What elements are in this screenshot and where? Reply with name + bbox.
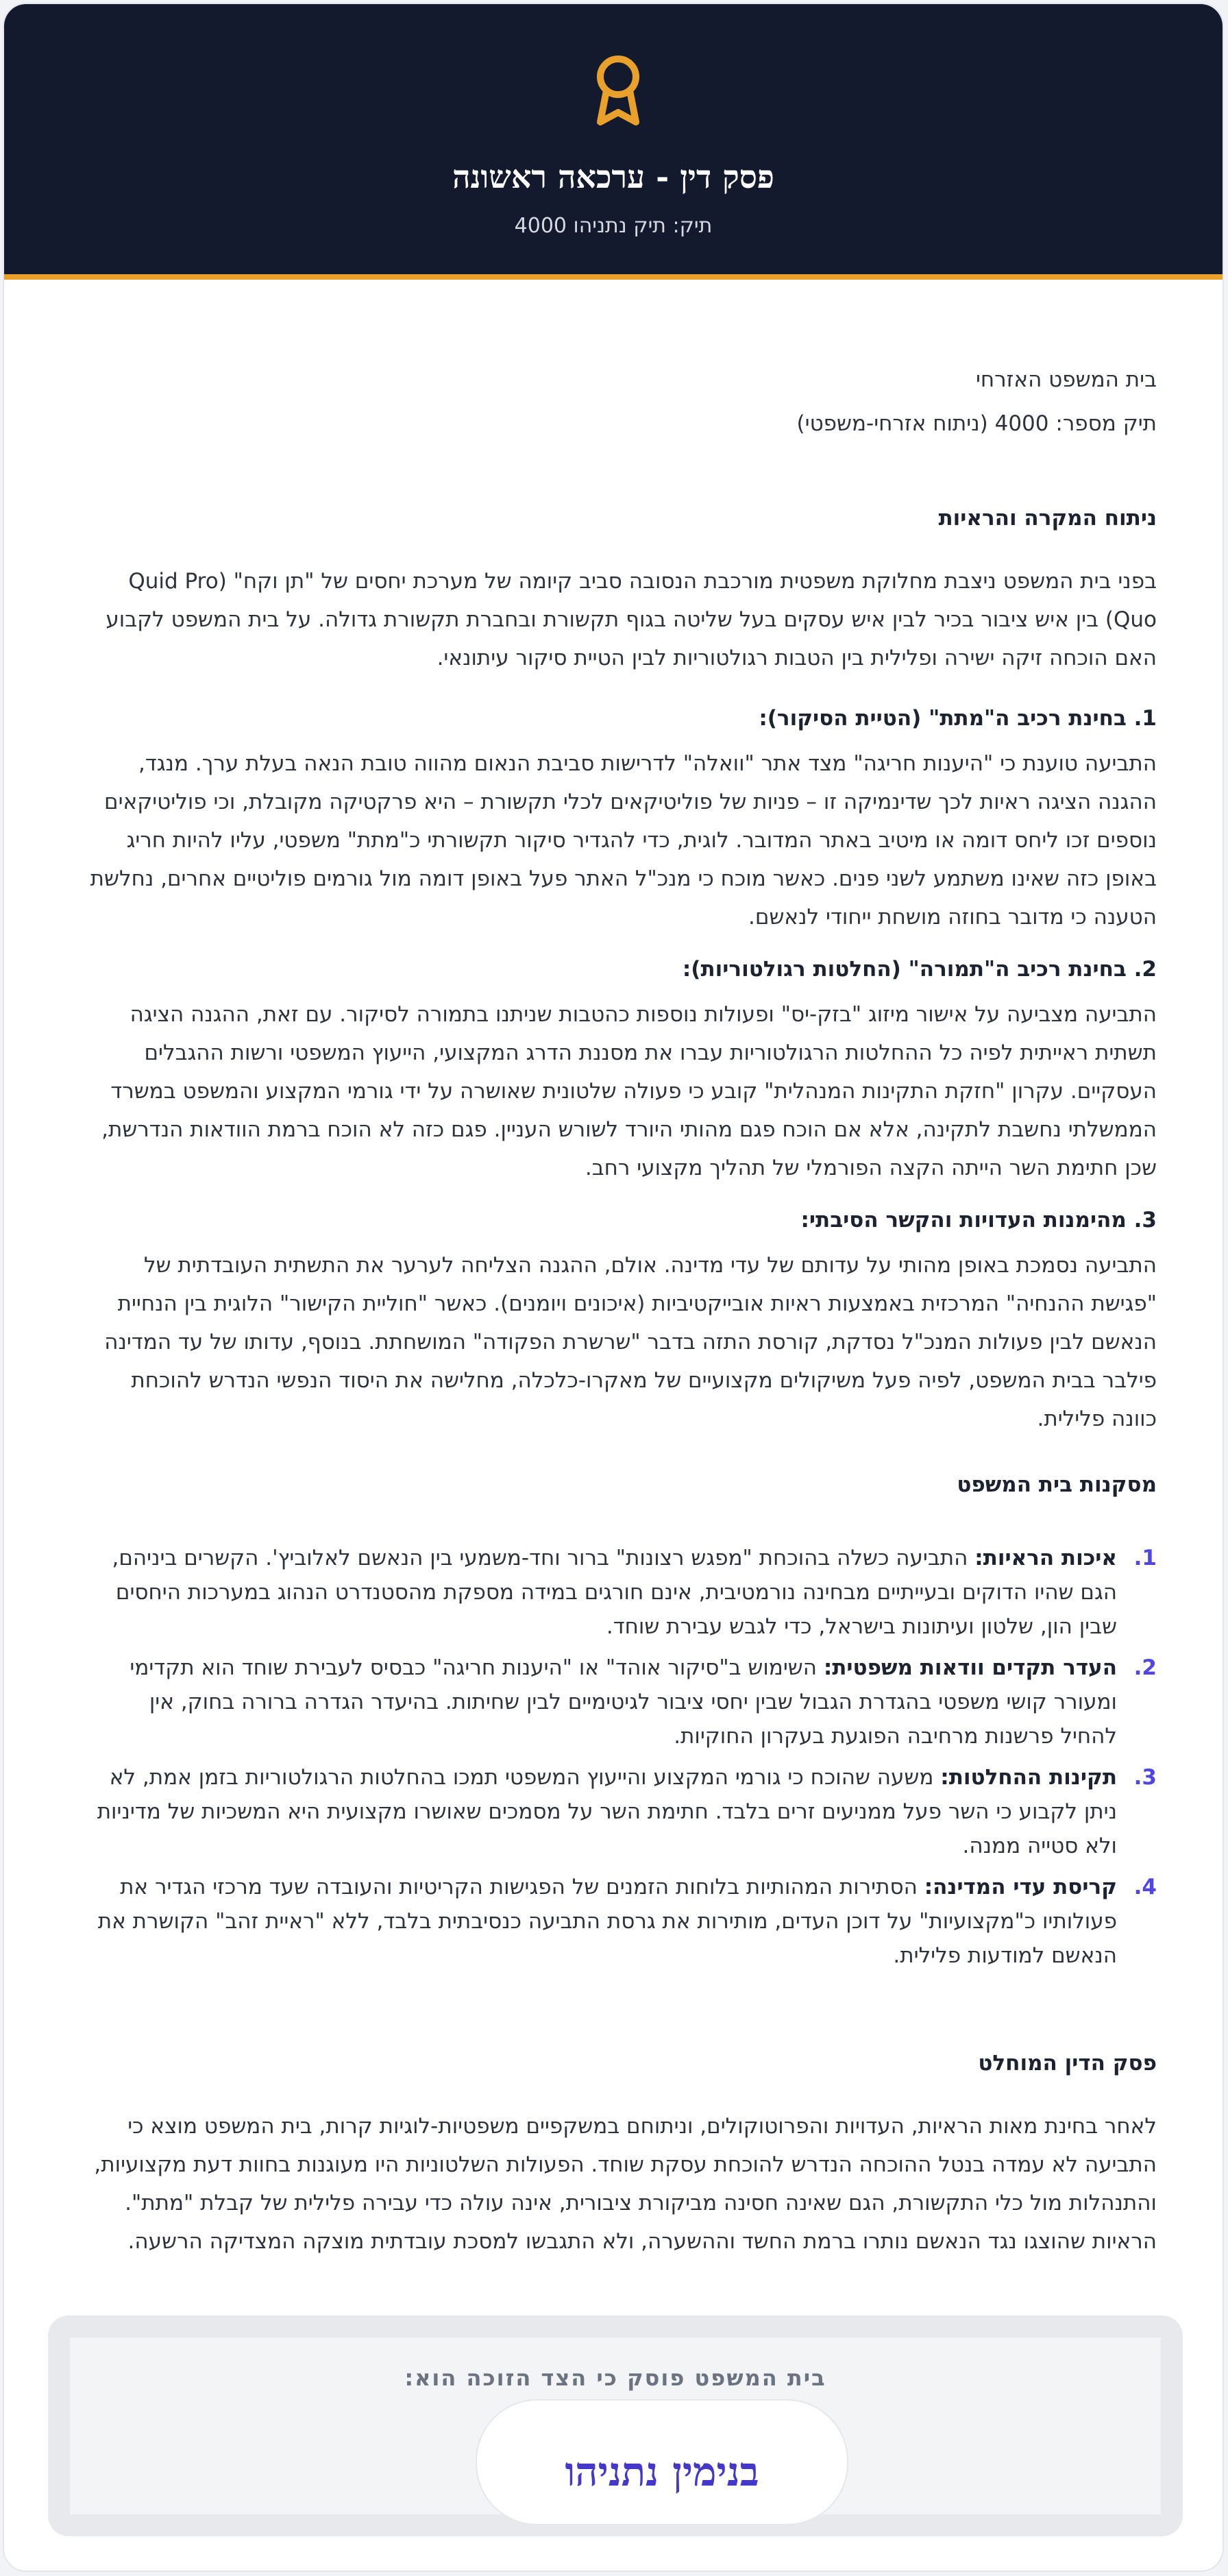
list-number: 4. [1133,1875,1157,1899]
finding-text: התביעה כשלה בהוכחת "מפגש רצונות" ברור וחד-משמעי בין הנאשם לאלוביץ'. הקשרים ביניהם, הגם שהיו הדוקים ובעייתיים מבחינה נורמטיבית, אינם חורגים במידה מספקת מהסטנדרט הנהוג במערכות היחסים שבין הון, שלטון ועיתונות בישראל, כדי לגבש עבירת שוחד. [112,1546,1117,1639]
list-number: 2. [1133,1655,1157,1680]
section-2-body: התביעה מצביעה על אישור מיזוג "בזק-יס" ופעולות נוספות כהטבות שניתנו בתמורה לסיקור. עם זאת, ההגנה הציגה תשתית ראייתית לפיה כל ההחלטות הרגולטוריות עברו את מסננת הדרג המקצועי, הייעוץ המשפטי ורשות ההגבלים העסקיים. עקרון "חזקת התקינות המנהלית" קובע כי פעולה שלטונית שאושרה על ידי גורמי המקצוע והמשפט במשרד הממשלתי נחשבת לתקינה, אלא אם הוכח פגם מהותי היורד לשורש העניין. פגם כזה לא הוכח ברמת הוודאות הנדרשת, שכן חתימת השר הייתה הקצה הפורמלי של תהליך מקצועי רחב. [101,1002,1157,1180]
verdict-inner [70,2337,1161,2514]
finding-label: העדר תקדים וודאות משפטית: [823,1655,1117,1680]
section-1-title: 1. בחינת רכיב ה"מתת" (הטיית הסיקור): [759,706,1157,731]
list-item [86,1870,1157,1973]
analysis-intro: בפני בית המשפט ניצבת מחלוקת משפטית מורכבת הנסובה סביב קיומה של מערכת יחסים של "תן וקח" (Quid Pro Quo) בין איש ציבור בכיר לבין איש עסקים בעל שליטה בגוף תקשורת ובחברת תקשורת גדולה. על בית המשפט לקבוע האם הוכחה זיקה ישירה ופלילית בין הטבות רגולטוריות לבין הטיית סיקור עיתונאי. [106,569,1157,670]
verdict-panel [48,2316,1183,2536]
ruling-card [3,3,1224,2572]
list-number: 1. [1133,1546,1157,1570]
list-item [86,1651,1157,1753]
finding-label: איכות הראיות: [974,1546,1117,1570]
list-number: 3. [1133,1765,1157,1790]
winner-badge [476,2399,848,2525]
section-3-body: התביעה נסמכת באופן מהותי על עדותם של עדי מדינה. אולם, ההגנה הצליחה לערער את התשתית העובדתית של "פגישת ההנחיה" המרכזית באמצעות ראיות אובייקטיביות (איכונים ויומנים). כאשר "חוליית הקישור" הלוגית בין הנחיית הנאשם לבין פעולות המנכ"ל נסדקת, קורסת התזה בדבר "שרשרת הפקודה" המושחתת. בנוסף, עדותו של עד המדינה פילבר בבית המשפט, לפיה פעל משיקולים מקצועיים של מאקרו-כלכלה, מחלישה את היסוד הנפשי הנדרש להוכחת כוונה פלילית. [104,1253,1157,1431]
page-title: פסק דין - ערכאה ראשונה [452,158,774,195]
conclusions-list [86,1541,1157,1973]
court-name: בית המשפט האזרחי [975,367,1157,392]
finding-text: השימוש ב"סיקור אוהד" או "היענות חריגה" כבסיס לעבירת שוחד הוא תקדימי ומעורר קושי משפטי בהגדרת הגבול שבין יחסי ציבור לגיטימיים לבין שחיתות. בהיעדר הגדרה ברורה בחוק, אין להחיל פרשנות מרחיבה הפוגעת בעקרון החוקיות. [130,1655,1117,1749]
finding-text: הסתירות המהותיות בלוחות הזמנים של הפגישות הקריטיות והעובדה שעד מרכזי הגדיר את פעולותיו כ"מקצועיות" על דוכן העדים, מותירות את גרסת התביעה כנסיבתית בלבד, ללא "ראיית זהב" הקושרת את הנאשם למודעות פלילית. [97,1875,1117,1968]
analysis-heading: ניתוח המקרה והראיות [938,506,1157,531]
verdict-label: בית המשפט פוסק כי הצד הזוכה הוא: [404,2365,826,2391]
ruling-text: לאחר בחינת מאות הראיות, העדויות והפרוטוקולים, וניתוחם במשקפיים משפטיות-לוגיות קרות, בית המשפט מוצא כי התביעה לא עמדה בנטל ההוכחה הנדרש להוכחת עסקת שוחד. הפעולות השלטוניות היו מעוגנות בחוות דעת מקצועיות, והתנהלות מול כלי התקשורת, הגם שאינה חסינה מביקורת ציבורית, אינה עולה כדי עבירה פלילית של קבלת "מתת". הראיות שהוצגו נגד הנאשם נותרו ברמת החשד וההשערה, ולא התגבשו למסכת עובדתית מוצקה המצדיקה הרשעה. [94,2114,1157,2254]
award-icon [584,49,652,129]
section-3-title: 3. מהימנות העדויות והקשר הסיבתי: [800,1208,1157,1232]
header-banner [4,4,1223,280]
list-item [86,1541,1157,1644]
finding-text: משעה שהוכח כי גורמי המקצוע והייעוץ המשפטי תמכו בהחלטות הרגולטוריות בזמן אמת, לא ניתן לקבוע כי השר פעל ממניעים זרים בלבד. חתימת השר על מסמכים שאושרו מקצועית היא המשכיות של מדיניות ולא סטייה ממנה. [97,1765,1117,1858]
winner-name: בנימין נתניהו [565,2449,759,2495]
list-item [86,1760,1157,1863]
case-number: תיק מספר: 4000 (ניתוח אזרחי-משפטי) [796,411,1157,436]
case-subtitle: תיק: תיק נתניהו 4000 [514,214,713,238]
conclusions-heading: מסקנות בית המשפט [957,1472,1157,1497]
section-2-title: 2. בחינת רכיב ה"תמורה" (החלטות רגולטוריות): [682,957,1157,982]
ruling-heading: פסק הדין המוחלט [978,2051,1157,2076]
finding-label: תקינות ההחלטות: [940,1765,1117,1790]
finding-label: קריסת עדי המדינה: [924,1875,1117,1899]
section-1-body: התביעה טוענת כי "היענות חריגה" מצד אתר "וואלה" לדרישות סביבת הנאום מהווה טובת הנאה בעלת ערך. מנגד, ההגנה הציגה ראיות לכך שדינמיקה זו – פניות של פוליטיקאים לכלי תקשורת – היא פרקטיקה מקובלת, וכי פוליטיקאים נוספים זכו ליחס דומה או מיטיב באתר המדובר. לוגית, כדי להגדיר סיקור תקשורתי כ"מתת" משפטי, עליו להיות חריג באופן כזה שאינו משתמע לשני פנים. כאשר מוכח כי מנכ"ל האתר פעל באופן דומה מול גורמים פוליטיים אחרים, נחלשת הטענה כי מדובר בחוזה מושחת ייחודי לנאשם. [90,751,1157,929]
